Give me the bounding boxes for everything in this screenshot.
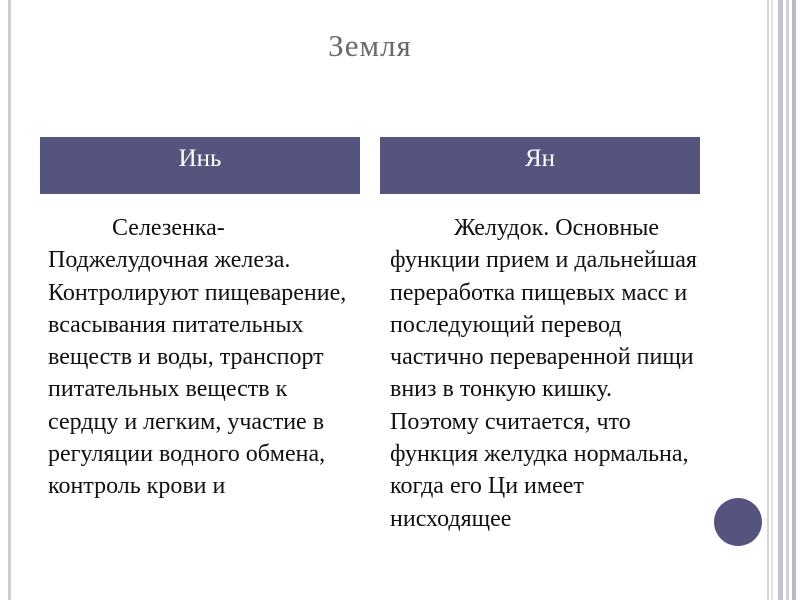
text-line: переваренной пищи [489, 344, 694, 371]
decorative-stripe [792, 0, 796, 600]
text-line: всасывания [48, 311, 166, 338]
text-line: участие в регуляции [48, 408, 325, 468]
text-line: Селезенка- [112, 215, 225, 241]
text-line: Поэтому считается, что [390, 408, 631, 435]
yin-column-header: Инь [40, 137, 360, 194]
text-line: нормальна, когда его [390, 441, 689, 500]
decorative-stripe [767, 0, 769, 600]
yang-column-header: Ян [380, 137, 700, 194]
text-line: контроль крови и [48, 473, 226, 500]
text-line: железа. Контролируют [48, 247, 291, 306]
text-line: сердцу и легким, [48, 408, 222, 435]
text-line: Ци имеет нисходящее [390, 473, 584, 532]
text-line: Основные функции [390, 215, 660, 274]
text-line: вниз в тонкую кишку. [390, 376, 612, 403]
yang-column-text [390, 212, 702, 535]
text-line: масс и последующий [390, 279, 688, 338]
decorative-stripe [771, 0, 773, 600]
text-line: пищеварение, [204, 279, 347, 306]
text-line: Поджелудочная [48, 247, 209, 274]
decorative-stripe [778, 0, 783, 600]
text-line: водного обмена, [159, 441, 326, 468]
text-line: питательных веществ и [48, 311, 304, 371]
text-line: воды, транспорт [156, 344, 324, 371]
text-line: прием и дальнейшая [486, 247, 697, 274]
text-line: переработка пищевых [390, 279, 616, 306]
text-line: питательных веществ к [48, 376, 288, 403]
text-line: функция желудка [390, 441, 568, 468]
text-line: перевод частично [390, 311, 622, 371]
text-line: Желудок. [454, 215, 550, 241]
slide-title: Земля [328, 28, 412, 63]
frame-left-border [8, 0, 11, 600]
slide-nav-circle[interactable] [714, 498, 762, 546]
decorative-stripe [786, 0, 789, 600]
yin-column-text [48, 212, 360, 503]
